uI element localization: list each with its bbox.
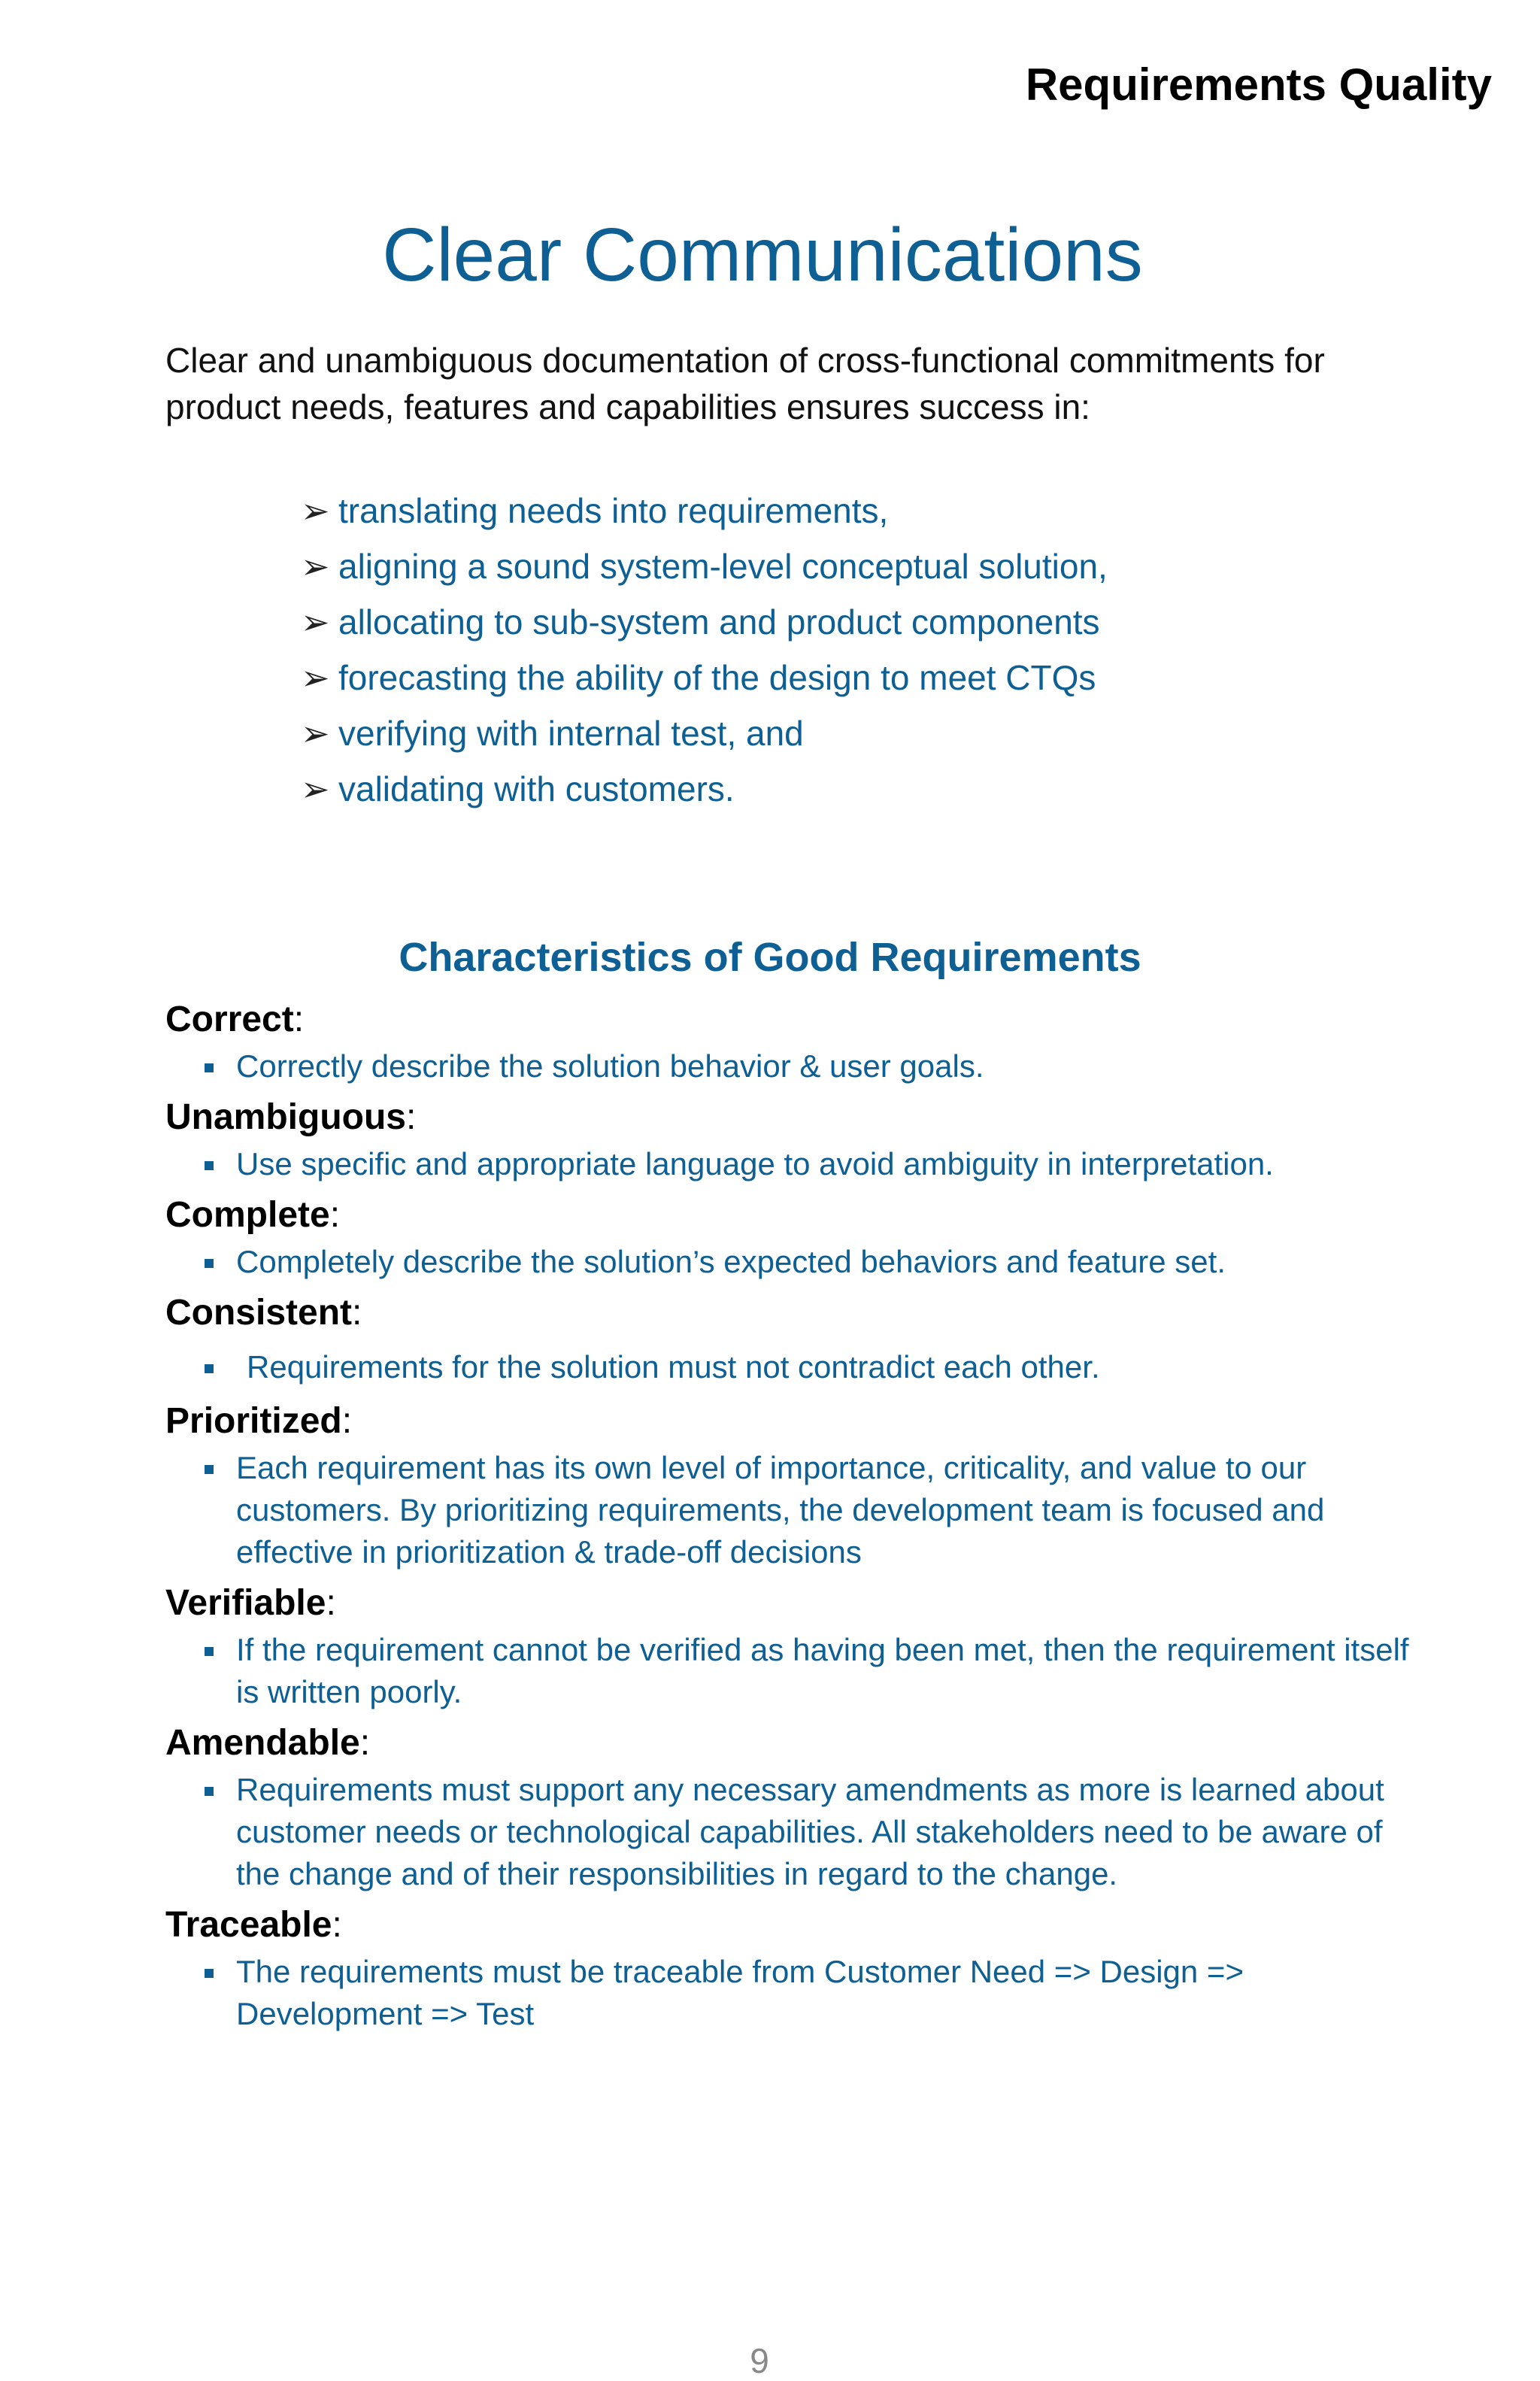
square-bullet-icon: [205, 1465, 214, 1474]
characteristic-traceable: [165, 1903, 1399, 2035]
needs-item-text: translating needs into requirements,: [338, 491, 889, 530]
characteristic-description: Requirements must support any necessary amendments as more is learned about customer needs or technological capabilities. All stakeholders need to be aware of the change and of their responsibilities in regard to the change.: [165, 1769, 1409, 1895]
arrow-bullet-icon: ➢: [301, 714, 330, 753]
needs-item-text: forecasting the ability of the design to meet CTQs: [338, 658, 1096, 697]
square-bullet-icon: [205, 1161, 214, 1170]
arrow-bullet-icon: ➢: [301, 658, 330, 697]
page-title: Clear Communications: [382, 213, 1143, 297]
needs-list-item: [301, 538, 1108, 594]
characteristic-description: Correctly describe the solution behavior & user goals.: [165, 1045, 1409, 1087]
arrow-bullet-icon: ➢: [301, 602, 330, 642]
needs-list-item: [301, 483, 1108, 538]
characteristic-name: Verifiable:: [165, 1583, 336, 1623]
needs-item-text: validating with customers.: [338, 769, 735, 808]
square-bullet-icon: [205, 1969, 214, 1978]
needs-list: [301, 483, 1108, 817]
square-bullet-icon: [205, 1787, 214, 1796]
characteristic-name: Consistent:: [165, 1293, 362, 1333]
page-number: 9: [750, 2341, 769, 2380]
arrow-bullet-icon: ➢: [301, 547, 330, 586]
characteristic-name: Traceable:: [165, 1905, 342, 1945]
characteristic-verifiable: [165, 1581, 1409, 1713]
characteristic-description: Use specific and appropriate language to avoid ambiguity in interpretation.: [165, 1143, 1409, 1185]
characteristic-description: Requirements for the solution must not contradict each other.: [165, 1346, 1420, 1388]
characteristics-list: [165, 990, 1409, 2040]
arrow-bullet-icon: ➢: [301, 769, 330, 808]
characteristic-amendable: [165, 1721, 1399, 1895]
characteristic-name: Unambiguous:: [165, 1097, 417, 1137]
needs-list-item: [301, 761, 1108, 817]
intro-paragraph: [165, 337, 1338, 430]
characteristic-name: Prioritized:: [165, 1401, 353, 1441]
needs-list-item: [301, 650, 1108, 705]
needs-list-item: [301, 705, 1108, 761]
needs-item-text: verifying with internal test, and: [338, 714, 804, 753]
characteristic-description: The requirements must be traceable from Customer Need => Design => Development => Test: [165, 1951, 1409, 2035]
square-bullet-icon: [205, 1259, 214, 1268]
characteristic-description: Completely describe the solution’s expected behaviors and feature set.: [165, 1241, 1409, 1283]
characteristic-consistent: [165, 1291, 1399, 1388]
square-bullet-icon: [205, 1364, 214, 1373]
square-bullet-icon: [205, 1647, 214, 1656]
section-title: Characteristics of Good Requirements: [399, 935, 1141, 980]
characteristic-name: Complete:: [165, 1195, 341, 1235]
arrow-bullet-icon: ➢: [301, 491, 330, 530]
needs-item-text: allocating to sub-system and product components: [338, 602, 1100, 642]
intro-text: Clear and unambiguous documentation of cross-functional commitments for product needs, features and capabilities ensures success in:: [165, 341, 1325, 426]
characteristic-name: Correct:: [165, 999, 305, 1039]
characteristic-correct: [165, 997, 1399, 1087]
characteristic-unambiguous: [165, 1095, 1399, 1185]
needs-list-item: [301, 594, 1108, 650]
characteristic-name: Amendable:: [165, 1723, 371, 1763]
needs-item-text: aligning a sound system-level conceptual solution,: [338, 547, 1108, 586]
characteristic-description: If the requirement cannot be verified as having been met, then the requirement itself is written poorly.: [165, 1629, 1409, 1713]
page-header-title: Requirements Quality: [1025, 59, 1492, 110]
characteristic-description: Each requirement has its own level of importance, criticality, and value to our customers. By prioritizing requirements, the development team is focused and effective in prioritization & trade-off decisions: [165, 1447, 1409, 1573]
square-bullet-icon: [205, 1063, 214, 1072]
characteristic-prioritized: [165, 1399, 1399, 1573]
characteristic-complete: [165, 1193, 1399, 1283]
